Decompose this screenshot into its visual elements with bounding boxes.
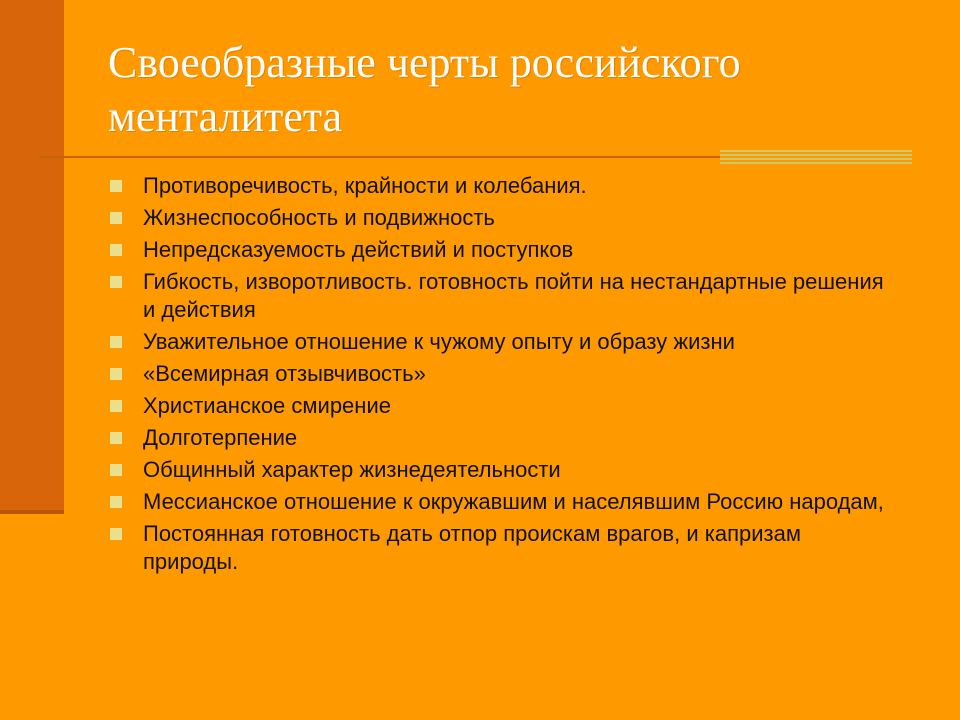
square-bullet-icon [110, 212, 122, 224]
bullet-text: Жизнеспособность и подвижность [143, 205, 495, 230]
bullet-item [110, 268, 890, 324]
bullet-text: Противоречивость, крайности и колебания. [143, 173, 587, 198]
title-divider-accent [720, 150, 912, 166]
bullet-text: Долготерпение [143, 425, 298, 450]
bullet-item [110, 236, 890, 264]
side-band-edge [0, 510, 64, 514]
bullet-item [110, 456, 890, 484]
square-bullet-icon [110, 464, 122, 476]
bullet-text: Уважительное отношение к чужому опыту и образу жизни [143, 329, 735, 354]
slide-title: Своеобразные черты российского менталитета [108, 38, 741, 141]
square-bullet-icon [110, 368, 122, 380]
bullet-item [110, 520, 890, 576]
square-bullet-icon [110, 244, 122, 256]
bullet-list [110, 172, 890, 580]
square-bullet-icon [110, 276, 122, 288]
bullet-text: Общинный характер жизнедеятельности [143, 457, 561, 482]
bullet-item [110, 392, 890, 420]
bullet-item [110, 424, 890, 452]
bullet-text: Непредсказуемость действий и поступков [143, 237, 574, 262]
bullet-text: Мессианское отношение к окружавшим и населявшим Россию народам, [143, 489, 884, 514]
bullet-item [110, 328, 890, 356]
bullet-item [110, 360, 890, 388]
side-decorative-band [0, 0, 64, 514]
bullet-item [110, 488, 890, 516]
square-bullet-icon [110, 336, 122, 348]
bullet-item [110, 172, 890, 200]
bullet-text: Гибкость, изворотливость. готовность пойти на нестандартные решения и действия [143, 269, 884, 322]
square-bullet-icon [110, 432, 122, 444]
square-bullet-icon [110, 400, 122, 412]
square-bullet-icon [110, 528, 122, 540]
square-bullet-icon [110, 180, 122, 192]
bullet-text: «Всемирная отзывчивость» [143, 361, 426, 386]
bullet-text: Постоянная готовность дать отпор проискам врагов, и капризам природы. [143, 521, 801, 574]
bullet-text: Христианское смирение [143, 393, 391, 418]
square-bullet-icon [110, 496, 122, 508]
bullet-item [110, 204, 890, 232]
